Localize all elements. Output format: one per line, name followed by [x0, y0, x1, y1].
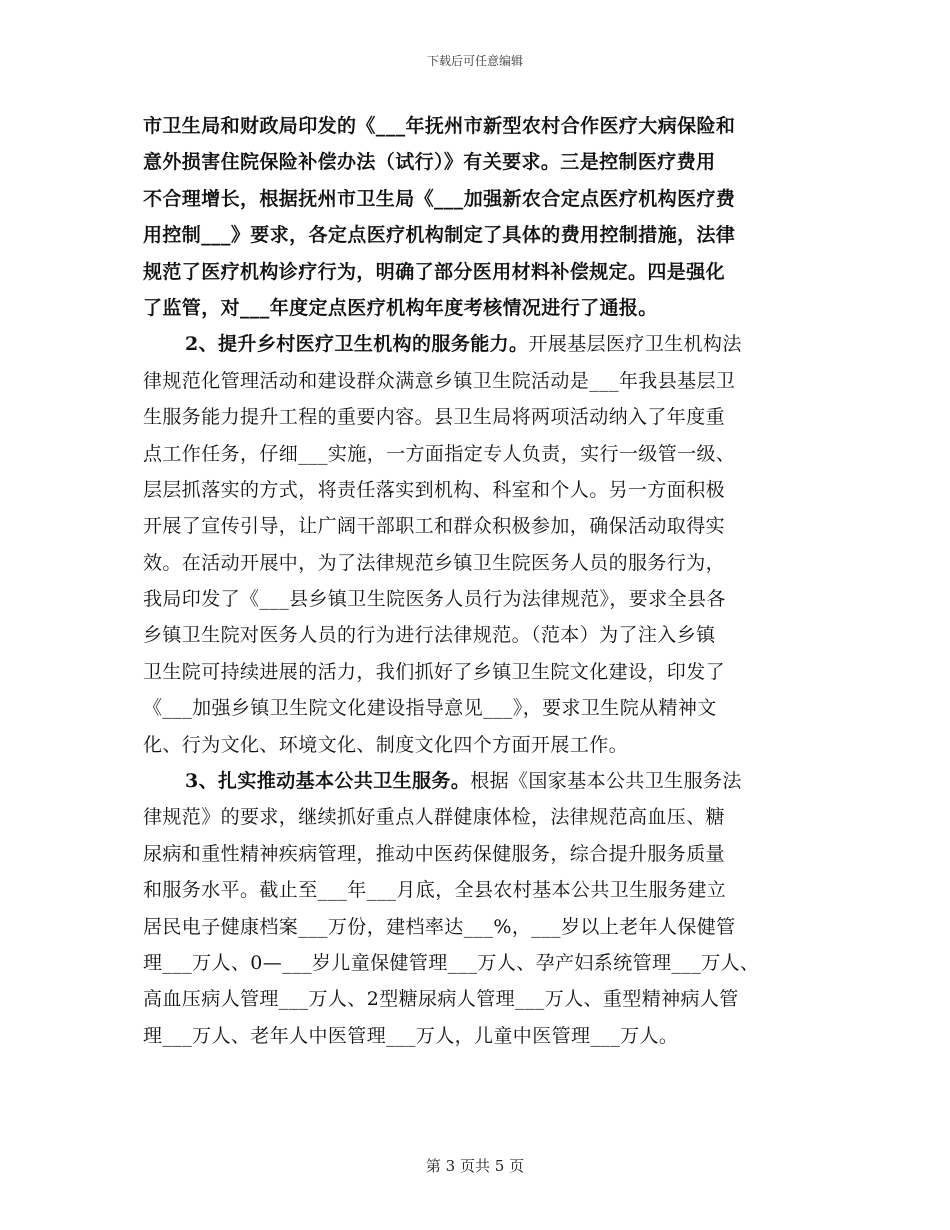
paragraph	[143, 763, 823, 1054]
line-text: 卫生院可持续进展的活力，我们抓好了乡镇卫生院文化建设，印发了	[143, 660, 726, 683]
line-text: 律规范》的要求，继续抓好重点人群健康体检，法律规范高血压、糖	[143, 806, 726, 829]
line-text: 理___万人、老年人中医管理___万人，儿童中医管理___万人。	[143, 1024, 679, 1047]
text-line	[143, 690, 823, 726]
text-line	[143, 399, 823, 435]
text-line	[143, 254, 823, 290]
paragraph	[143, 326, 823, 763]
text-line	[143, 217, 823, 253]
text-line	[143, 763, 823, 799]
text-line	[143, 144, 823, 180]
text-line	[143, 727, 823, 763]
text-line	[143, 326, 823, 362]
line-text: 根据《国家基本公共卫生服务法	[470, 770, 742, 793]
line-text: 尿病和重性精神疾病管理，推动中医药保健服务，综合提升服务质量	[143, 842, 726, 865]
text-line	[143, 472, 823, 508]
line-text: 开展基层医疗卫生机构法	[528, 333, 742, 356]
line-text: 效。在活动开展中，为了法律规范乡镇卫生院医务人员的服务行为，	[143, 551, 726, 574]
text-line	[143, 581, 823, 617]
line-text: 点工作任务，仔细___实施，一方面指定专人负责，实行一级管一级、	[143, 442, 736, 465]
page-header: 下载后可任意编辑	[426, 54, 523, 68]
page-footer: 第 3 页共 5 页	[425, 1157, 525, 1175]
line-text: 不合理增长，根据抚州市卫生局《___加强新农合定点医疗机构医疗费	[143, 187, 736, 210]
paragraph	[143, 108, 823, 326]
document-body	[143, 108, 823, 1054]
text-line	[143, 799, 823, 835]
text-line	[143, 909, 823, 945]
text-line	[143, 654, 823, 690]
text-line	[143, 1018, 823, 1054]
line-text: 市卫生局和财政局印发的《___年抚州市新型农村合作医疗大病保险和	[143, 115, 736, 137]
text-line	[143, 108, 823, 144]
text-line	[143, 508, 823, 544]
line-text: 层层抓落实的方式，将责任落实到机构、科室和个人。另一方面积极	[143, 478, 726, 501]
text-line	[143, 545, 823, 581]
text-line	[143, 836, 823, 872]
text-line	[143, 617, 823, 653]
section-heading: 2、提升乡村医疗卫生机构的服务能力。	[185, 333, 529, 356]
line-text: 我局印发了《___县乡镇卫生院医务人员行为法律规范》，要求全县各	[143, 588, 726, 611]
line-text: 规范了医疗机构诊疗行为，明确了部分医用材料补偿规定。四是强化	[143, 260, 726, 283]
line-text: 意外损害住院保险补偿办法（试行）》有关要求。三是控制医疗费用	[143, 151, 716, 174]
text-line	[143, 290, 823, 326]
text-line	[143, 436, 823, 472]
line-text: 了监管，对___年度定点医疗机构年度考核情况进行了通报。	[143, 296, 658, 319]
line-text: 开展了宣传引导，让广阔干部职工和群众积极参加，确保活动取得实	[143, 515, 726, 538]
text-line	[143, 363, 823, 399]
line-text: 居民电子健康档案___万份，建档率达___%，___岁以上老年人保健管	[143, 915, 736, 938]
text-line	[143, 181, 823, 217]
text-line	[143, 981, 823, 1017]
line-text: 理___万人、0—___岁儿童保健管理___万人、孕产妇系统管理___万人、	[143, 951, 760, 974]
line-text: 高血压病人管理___万人、2型糖尿病人管理___万人、重型精神病人管	[143, 988, 739, 1011]
line-text: 和服务水平。截止至___年___月底，全县农村基本公共卫生服务建立	[143, 879, 727, 902]
section-heading: 3、扎实推动基本公共卫生服务。	[185, 770, 471, 793]
line-text: 乡镇卫生院对医务人员的行为进行法律规范。（范本）为了注入乡镇	[143, 624, 716, 647]
line-text: 化、行为文化、环境文化、制度文化四个方面开展工作。	[143, 733, 629, 756]
line-text: 生服务能力提升工程的重要内容。县卫生局将两项活动纳入了年度重	[143, 406, 726, 429]
line-text: 用控制___》要求，各定点医疗机构制定了具体的费用控制措施，法律	[143, 224, 736, 247]
text-line	[143, 945, 823, 981]
line-text: 律规范化管理活动和建设群众满意乡镇卫生院活动是___年我县基层卫	[143, 369, 736, 392]
text-line	[143, 872, 823, 908]
line-text: 《___加强乡镇卫生院文化建设指导意见___》，要求卫生院从精神文	[143, 697, 717, 720]
